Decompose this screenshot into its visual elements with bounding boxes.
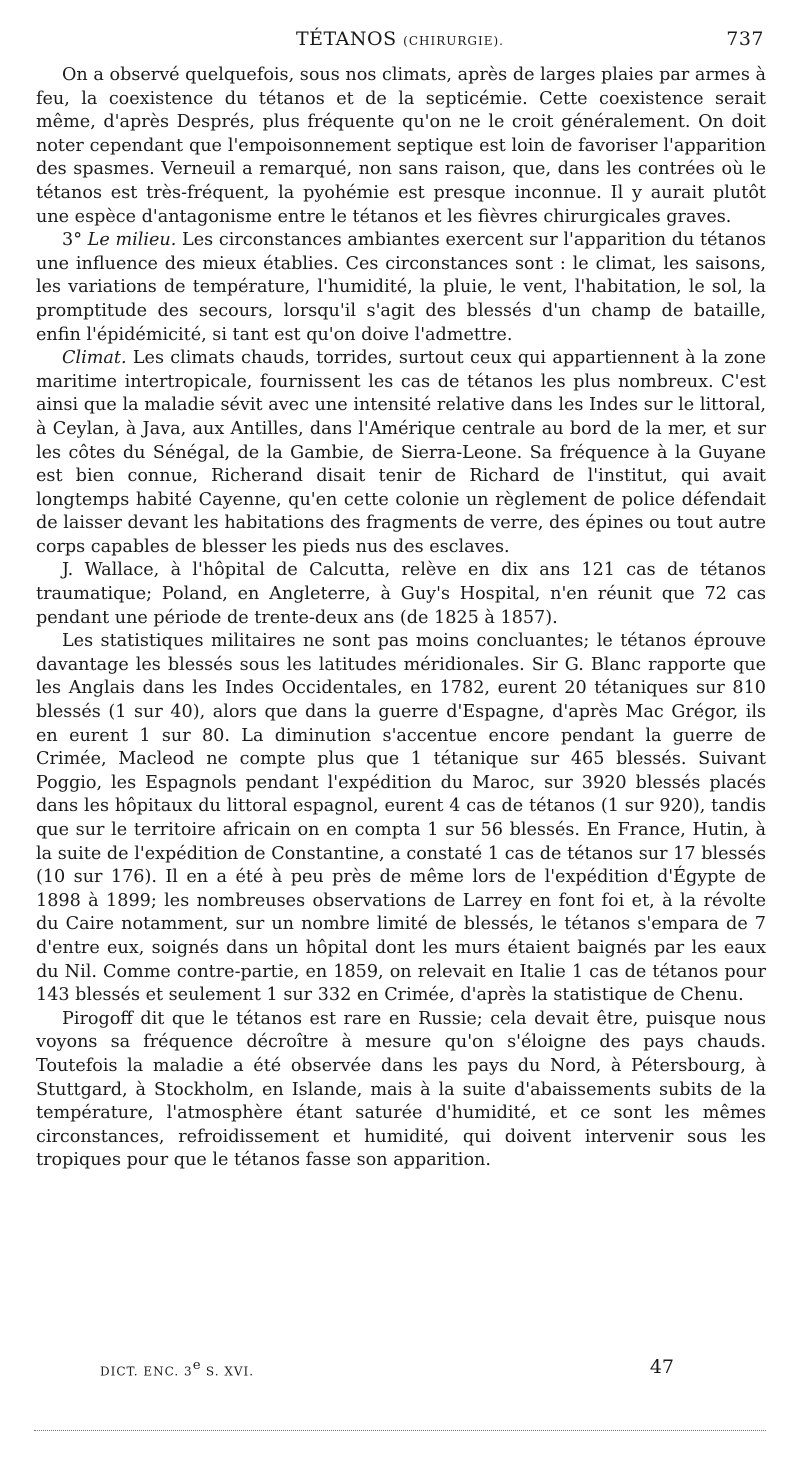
paragraph	[36, 229, 766, 347]
paragraph	[36, 64, 766, 229]
running-title	[36, 28, 764, 50]
paragraph	[36, 1008, 766, 1173]
running-header	[36, 28, 764, 58]
signature-superscript: e	[192, 1358, 202, 1373]
paragraph-text: On a observé quelquefois, sous nos climats, après de larges plaies par armes à feu, la coexistence du tétanos et de la septicémie. Cette coexistence serait même, d'après Després, plus fréquente qu'on ne le croit généralement. On doit noter cependant que l'empoisonnement septique est loin de favoriser l'apparition des spasmes. Verneuil a remarqué, non sans raison, que, dans les contrées où le tétanos est très-fréquent, la pyohémie est presque inconnue. Il y aurait plutôt une espèce d'antagonisme entre le tétanos et les fièvres chirurgicales graves.	[36, 65, 766, 227]
signature-text: DICT. ENC. 3	[100, 1364, 193, 1379]
paragraph	[36, 347, 766, 559]
paragraph-text: Pirogoff dit que le tétanos est rare en Russie; cela devait être, puisque nous voyons sa fréquence décroître à mesure qu'on s'éloigne des pays chauds. Toutefois la maladie a été observée dans les pays du Nord, à Pétersbourg, à Stuttgard, à Stockholm, en Islande, mais à la suite d'abaissements subits de la température, l'atmosphère étant saturée d'humidité, et ce sont les mêmes circonstances, refroidissement et humidité, qui doivent intervenir sous les tropiques pour que le tétanos fasse son apparition.	[36, 1008, 766, 1171]
printer-signature	[100, 1358, 254, 1379]
body-text	[36, 64, 766, 1173]
signature-volume: S. XVI.	[201, 1364, 255, 1379]
paragraph-heading: Le milieu.	[87, 230, 177, 251]
paragraph-text: Les climats chauds, torrides, surtout ceux qui appartiennent à la zone maritime intertropicale, fournissent les cas de tétanos les plus nombreux. C'est ainsi que la maladie sévit avec une intensité relative dans les Indes sur le littoral, à Ceylan, à Java, aux Antilles, dans l'Amérique centrale au bord de la mer, et sur les côtes du Sénégal, de la Gambie, de Sierra-Leone. Sa fréquence à la Guyane est bien connue, Richerand disait tenir de Richard de l'institut, qui avait longtemps habité Cayenne, qu'en cette colonie un règlement de police défendait de laisser devant les habitations des fragments de verre, des épines ou tout autre corps capables de blesser les pieds nus des esclaves.	[36, 348, 766, 557]
page-number: 737	[726, 28, 764, 50]
paragraph-text: Les statistiques militaires ne sont pas moins concluantes; le tétanos éprouve davantage les blessés sous les latitudes méridionales. Sir G. Blanc rapporte que les Anglais dans les Indes Occidentales, en 1782, eurent 20 tétaniques sur 810 blessés (1 sur 40), alors que dans la guerre d'Espagne, d'après Mac Grégor, ils en eurent 1 sur 80. La diminution s'accentue encore pendant la guerre de Crimée, Macleod ne compte plus que 1 tétanique sur 465 blessés. Suivant Poggio, les Espagnols pendant l'expédition du Maroc, sur 3920 blessés placés dans les hôpitaux du littoral espagnol, eurent 4 cas de tétanos (1 sur 920), tandis que sur le territoire africain on en compta 1 sur 56 blessés. En France, Hutin, à la suite de l'expédition de Constantine, a constaté 1 cas de tétanos sur 17 blessés (10 sur 176). Il en a été à peu près de même lors de l'expédition d'Égypte de 1898 à 1899; les nombreuses observations de Larrey en font foi et, à la révolte du Caire notamment, sur un nombre limité de blessés, le tétanos s'empara de 7 d'entre eux, soignés dans un hôpital dont les murs étaient baignés par les eaux du Nil. Comme contre-partie, en 1859, on relevait en Italie 1 cas de tétanos pour 143 blessés et seulement 1 sur 332 en Crimée, d'après la statistique de Chenu.	[36, 631, 766, 1006]
paragraph	[36, 559, 766, 630]
running-title-subtitle: (CHIRURGIE).	[403, 34, 504, 48]
paragraph-heading: Climat.	[62, 348, 127, 369]
paragraph-text: J. Wallace, à l'hôpital de Calcutta, relève en dix ans 121 cas de tétanos traumatique; Poland, en Angleterre, à Guy's Hospital, n'en réunit que 72 cas pendant une période de trente-deux ans (de 1825 à 1857).	[36, 560, 766, 628]
paragraph	[36, 630, 766, 1008]
paragraph-text: Les circonstances ambiantes exercent sur l'apparition du tétanos une influence des mieux établies. Ces circonstances sont : le climat, les saisons, les variations de température, l'humidité, la pluie, le vent, l'habitation, le sol, la promptitude des secours, lorsqu'il s'agit des blessés d'un champ de bataille, enfin l'épidémicité, si tant est qu'on doive l'admettre.	[36, 230, 766, 345]
paragraph-lead: 3°	[62, 230, 88, 251]
sheet-number: 47	[649, 1356, 674, 1378]
bottom-dotted-rule	[34, 1430, 766, 1431]
running-title-main: TÉTANOS	[295, 28, 397, 50]
page-footer	[100, 1356, 674, 1384]
